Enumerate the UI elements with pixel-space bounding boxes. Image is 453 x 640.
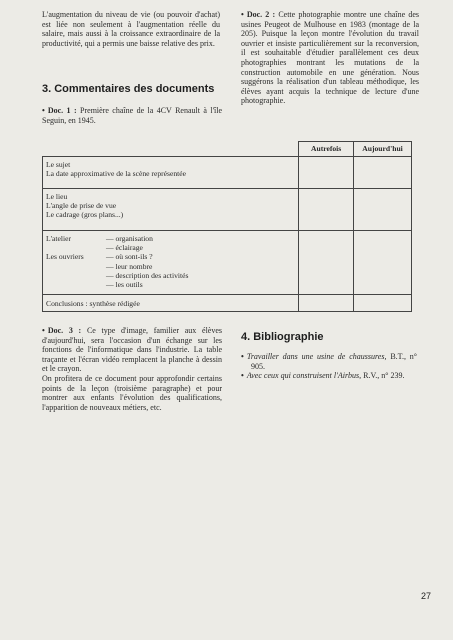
table-header-autrefois: Autrefois [299,142,354,157]
doc3-label: Doc. 3 : [47,326,82,335]
table-cell [299,157,354,189]
ouvriers-label: Les ouvriers [46,252,84,262]
doc2-text: Cette photographie montre une chaîne des usines Peugeot de Mulhouse en 1983 (montage de la 205). Puisque la leçon montre l'évolution du travail ouvrier et insiste particulièrement sur la reconversion, il est souhaitable d'étudier parallèlement ces deux photographies montrant les mutations de la construction automobile en une génération. Nous suggérons la réalisation d'un tableau méthodique, les élèves ayant acquis la technique de lecture d'une photographie. [241,10,419,106]
doc1-paragraph [42,106,222,125]
doc3-paragraph [42,326,222,412]
doc2-paragraph [241,10,419,106]
table-cell-subject [43,157,299,189]
bullet: • [241,371,244,381]
table-cell [299,295,354,312]
table-cell [299,231,354,295]
row2-line: Le cadrage (gros plans...) [46,210,124,220]
table-cell [354,295,412,312]
row2-line: L'angle de prise de vue [46,201,117,211]
section-3-heading: 3. Commentaires des documents [42,83,215,95]
doc3-text-2: On profitera de ce document pour approfondir certains points de la leçon (troisième paragraphe) et pour montrer aux enfants l'évolution des qualifications, l'apparition de nouveaux métiers, etc. [42,373,222,412]
bibliography-list [241,352,417,381]
table-cell [354,157,412,189]
table-header-row [43,142,412,157]
comparison-table [42,141,412,312]
bullet: • [241,352,244,361]
table-cell [299,189,354,231]
table-cell-place [43,189,299,231]
intro-paragraph [42,10,220,48]
table-cell [354,231,412,295]
bibliography-item [241,352,417,371]
workshop-items [106,234,188,289]
atelier-label: L'atelier [46,234,71,243]
row2-line: Le lieu [46,192,68,201]
workshop-item: — organisation [106,234,153,243]
workshop-item: — où sont-ils ? [106,252,153,262]
row1-line: La date approximative de la scène représentée [46,169,186,179]
bib-item2-ref: R.V., n° 239. [363,371,405,381]
bib-item1-title: Travailler dans une usine de chaussures, [246,352,387,361]
table-header-aujourdhui: Aujourd'hui [354,142,412,157]
section-4-heading: 4. Bibliographie [241,331,324,343]
table-cell [354,189,412,231]
workshop-item: — description des activités [106,270,189,280]
workshop-item: — les outils [106,280,143,290]
bullet: • [42,326,45,335]
table-cell-workshop [43,231,299,295]
bib-item1-ref: B.T., n° 905. [251,352,417,371]
table-cell-conclusions: Conclusions : synthèse rédigée [43,295,299,312]
doc1-text: Première chaîne de la 4CV Renault à l'île Seguin, en 1945. [42,106,223,125]
intro-text: L'augmentation du niveau de vie (ou pouvoir d'achat) est liée non seulement à l'augmentation réelle du salaire, mais aussi à la croissance extraordinaire de la productivité, qui a permis une baisse relative des prix. [42,10,220,48]
workshop-grid [46,234,295,289]
bib-item2-title: Avec ceux qui construisent l'Airbus, [246,371,362,381]
workshop-item: — leur nombre [106,261,153,271]
doc3-text-1: Ce type d'image, familier aux élèves d'aujourd'hui, sera l'occasion d'un échange sur les fonctions de l'informatique dans l'industrie. La table traçante et l'écran vidéo remplacent la planche à dessin et le crayon. [42,326,223,374]
workshop-item: — éclairage [106,243,143,253]
table-row [43,295,412,312]
bullet: • [42,106,45,115]
row1-line: Le sujet [46,160,71,169]
page-number: 27 [420,591,431,601]
workshop-labels [46,234,106,289]
table-row [43,189,412,231]
bullet: • [241,10,244,19]
table-row [43,157,412,189]
doc1-label: Doc. 1 : [47,106,77,115]
table-header-empty [43,142,299,157]
table-row [43,231,412,295]
doc2-label: Doc. 2 : [246,10,276,19]
bibliography-item [241,371,417,381]
